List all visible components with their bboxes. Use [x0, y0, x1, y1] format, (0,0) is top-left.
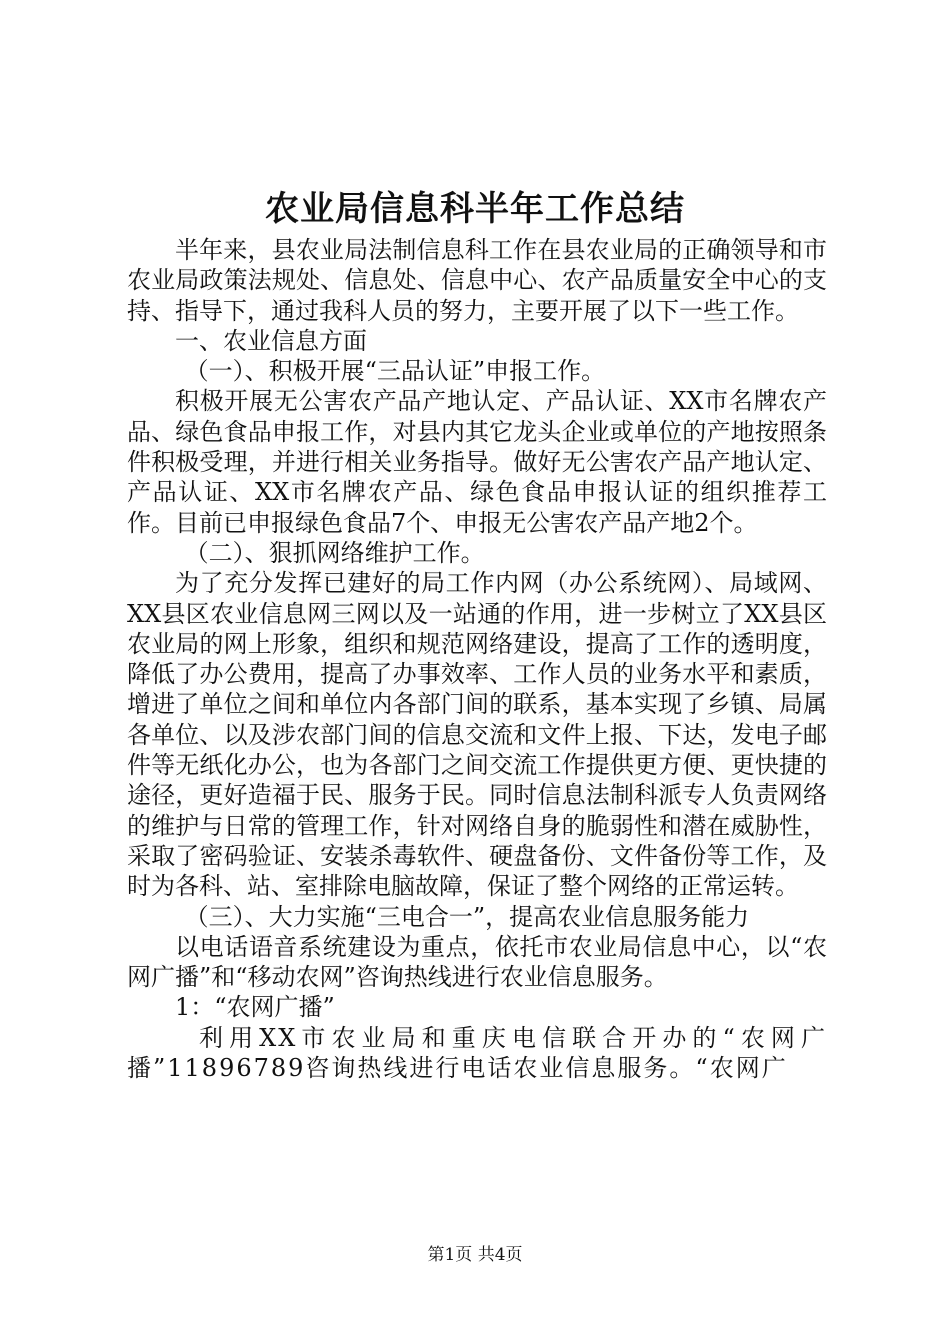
paragraph-intro: 半年来，县农业局法制信息科工作在县农业局的正确领导和市农业局政策法规处、信息处、信息中心、农产品质量安全中心的支持、指导下，通过我科人员的努力，主要开展了以下一些工作。: [127, 236, 827, 325]
section-heading-agri-info: 一、农业信息方面: [175, 326, 367, 355]
document-body: [127, 235, 827, 1083]
paragraph-certification: 积极开展无公害农产品产地认定、产品认证、XX市名牌农产品、绿色食品申报工作，对县内其它龙头企业或单位的产地按照条件积极受理，并进行相关业务指导。做好无公害农产品产地认定、产品认证、XX市名牌农产品、绿色食品申报认证的组织推荐工作。目前已申报绿色食品7个、申报无公害农产品产地2个。: [127, 387, 827, 537]
subsection-heading-2: （二）、狠抓网络维护工作。: [184, 538, 485, 567]
subsection-heading-3: （三）、大力实施“三电合一”，提高农业信息服务能力: [184, 902, 750, 931]
paragraph-phone-system: 以电话语音系统建设为重点，依托市农业局信息中心，以“农网广播”和“移动农网”咨询热线进行农业信息服务。: [127, 932, 827, 992]
paragraph-broadcast: 利用XX市农业局和重庆电信联合开办的“农网广播”11896789咨询热线进行电话农业信息服务。“农网广: [127, 1023, 827, 1083]
subsection-heading-1: （一）、积极开展“三品认证”申报工作。: [184, 357, 606, 386]
document-title: 农业局信息科半年工作总结: [265, 189, 685, 229]
item-heading-1: 1：“农网广播”: [175, 993, 335, 1022]
paragraph-network: 为了充分发挥已建好的局工作内网（办公系统网）、局域网、XX县区农业信息网三网以及一站通的作用，进一步树立了XX县区农业局的网上形象，组织和规范网络建设，提高了工作的透明度，降低了办公费用，提高了办事效率、工作人员的业务水平和素质，增进了单位之间和单位内各部门间的联系，基本实现了乡镇、局属各单位、以及涉农部门间的信息交流和文件上报、下达，发电子邮件等无纸化办公，也为各部门之间交流工作提供更方便、更快捷的途径，更好造福于民、服务于民。同时信息法制科派专人负责网络的维护与日常的管理工作，针对网络自身的脆弱性和潜在威胁性，采取了密码验证、安装杀毒软件、硬盘备份、文件备份等工作，及时为各科、站、室排除电脑故障，保证了整个网络的正常运转。: [127, 569, 827, 901]
page-footer: 第1页 共4页: [427, 1245, 523, 1265]
